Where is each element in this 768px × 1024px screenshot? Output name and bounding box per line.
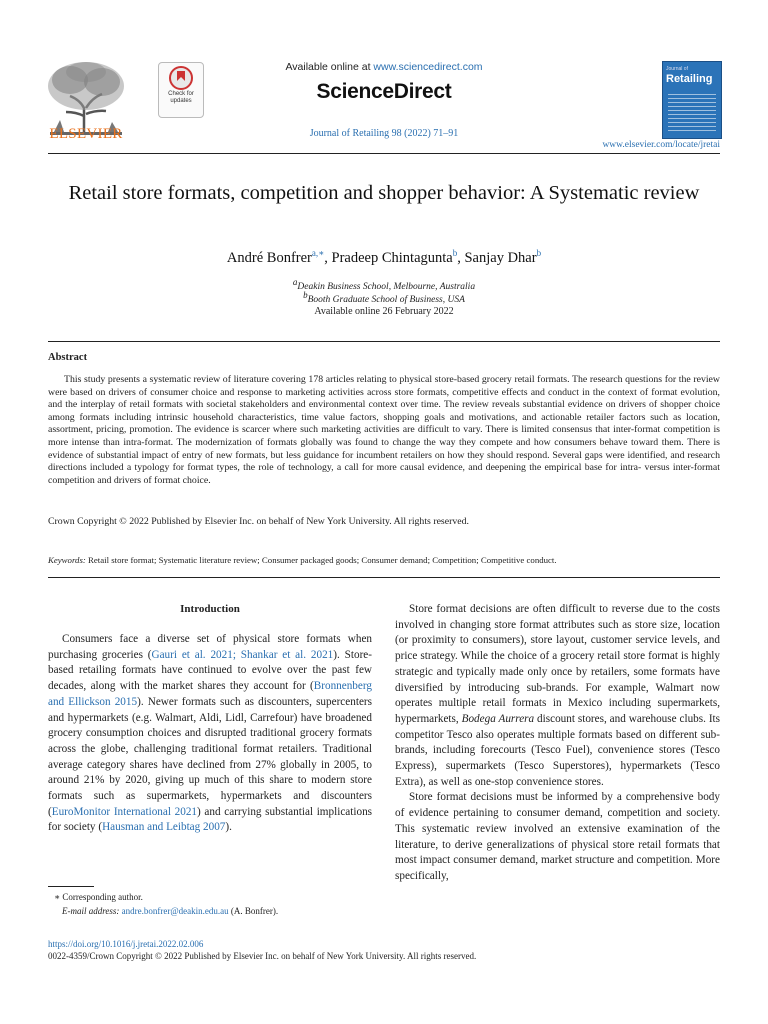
affiliation-text: Deakin Business School, Melbourne, Australia: [297, 282, 476, 293]
journal-homepage-link[interactable]: www.elsevier.com/locate/jretai: [602, 140, 720, 150]
footnote-divider: [48, 886, 94, 887]
intro-paragraph-3: Store format decisions must be informed by a comprehensive body of evidence pertaining to consumer demand, competition and society. This systematic review involved an extensive examination of the literature, to derive generalizations of physical store retail formats that most impact consumer demand, market structure and competition. More specifically,: [395, 791, 720, 882]
check-updates-icon: [159, 65, 203, 93]
keywords-label: Keywords:: [48, 555, 86, 565]
author-name: André Bonfrer: [226, 249, 312, 266]
abstract-body: This study presents a systematic review of literature covering 178 articles relating to physical store-based grocery retail formats. The research questions for the review were based on drivers of consumer choice and response to marketing activities across store formats, competitive effects and conduct in the context of format evolution, and the interplay of retail formats with societal stakeholders and environmental context over time. The review reveals substantial evidence on drivers of shopper choice among formats including intrinsic household characteristics, time value factors, shopping goals and motivations, and actionable retailer factors such as location, assortment, pricing, promotion. The evidence is scarcer where such marketing activities are difficult to vary. There is limited consensus that inter-format competition is more intense than intra-format. The modernization of formats globally was found to change the way they compete and how consumers behave toward them. There is evidence of substantial impact of entry of new formats, but less guidance for incumbent retailers on how they should respond. Several gaps were identified, and research directions included a typology for format types, the role of technology, a call for more causal evidence, and deepening the empirical base for intra- versus inter-format competition and drivers of format choice.: [48, 374, 720, 486]
paragraph-text: ). Newer formats such as discounters, supercenters and hypermarkets (e.g. Walmart, Aldi, Lidl, Carrefour) have broadened grocery consumption choices and disrupted traditional grocery formats across the globe, challenging traditional format retailers. Traditional average category shares have declined from 27% globally in 2005, to around 21% by 2020, giving up much of this share to modern store formats such as supermarkets, hypermarkets and discounters (: [48, 695, 372, 818]
citation-link[interactable]: Bronnenberg and Ellickson 2015: [48, 680, 372, 708]
author-separator: ,: [324, 249, 332, 266]
author-name: Pradeep Chintagunta: [331, 249, 453, 266]
author-affiliation-mark[interactable]: a,∗: [311, 248, 325, 258]
cover-journal-prefix: Journal of: [666, 66, 688, 72]
cover-journal-name: Retailing: [666, 73, 713, 85]
abstract-heading: Abstract: [48, 352, 88, 363]
abstract-top-divider: [48, 341, 720, 342]
paragraph-text: ). Store-based retailing formats have continued to evolve over the past few decades, along with the market shares they account for (: [48, 648, 372, 693]
email-suffix: (A. Bonfrer).: [228, 906, 279, 916]
available-online-line: [230, 61, 538, 73]
issn-copyright: 0022-4359/Crown Copyright © 2022 Published by Elsevier Inc. on behalf of New York University. All rights reserved.: [48, 951, 477, 961]
journal-citation[interactable]: Journal of Retailing 98 (2022) 71–91: [309, 128, 459, 139]
header-divider: [48, 153, 720, 154]
paragraph-text: ) and carrying substantial implications for society (: [48, 805, 373, 834]
intro-paragraph-1: [48, 632, 372, 836]
paragraph-text: Consumers face a diverse set of physical store formats when purchasing groceries (: [48, 633, 372, 661]
right-column: [395, 602, 720, 885]
corresponding-author-note: ∗ Corresponding author.: [54, 892, 143, 902]
paragraph-text: ).: [225, 821, 232, 834]
keywords-line: [48, 555, 720, 565]
author-name: Sanjay Dhar: [464, 249, 537, 266]
journal-cover-thumbnail[interactable]: [662, 61, 722, 139]
article-title: Retail store formats, competition and shopper behavior: A Systematic review: [68, 182, 700, 204]
keywords-text: Retail store format; Systematic literature review; Consumer packaged goods; Consumer demand; Competition; Competitive conduct.: [88, 555, 557, 565]
citation-link[interactable]: Hausman and Leibtag 2007: [102, 821, 226, 834]
author-affiliation-mark[interactable]: b: [536, 248, 542, 258]
check-updates-label: Check for updates: [168, 91, 194, 104]
intro-paragraph-2: [395, 602, 720, 790]
introduction-heading: Introduction: [180, 603, 240, 615]
author-affiliation-mark[interactable]: b: [452, 248, 458, 258]
citation-link[interactable]: EuroMonitor International 2021: [51, 805, 198, 818]
cover-text-lines: [668, 94, 716, 132]
author-list: [48, 248, 720, 267]
paragraph-text: discount stores, and warehouse clubs. Its competitor Tesco also operates multiple formats based on different sub-brands, including forecourts (Tesco Fuel), convenience stores (Tesco Express), supermarkets (Tesco Superstores), hypermarkets (Tesco Extra), as well as one-stop convenience stores.: [395, 712, 721, 788]
sciencedirect-title: ScienceDirect: [316, 80, 452, 103]
abstract-copyright: Crown Copyright © 2022 Published by Elsevier Inc. on behalf of New York University. All rights reserved.: [48, 516, 469, 527]
affiliation-label: b: [303, 290, 308, 300]
sciencedirect-link[interactable]: www.sciencedirect.com: [373, 61, 483, 73]
email-note: [62, 906, 278, 916]
affiliation-b: [48, 290, 720, 305]
left-column: [48, 632, 372, 836]
abstract-bottom-divider: [48, 577, 720, 578]
citation-link[interactable]: Gauri et al. 2021; Shankar et al. 2021: [151, 648, 334, 661]
email-label: E-mail address:: [62, 906, 120, 916]
paragraph-text: Store format decisions are often difficult to reverse due to the costs involved in changing store format attributes such as store size, location (or proximity to consumers), store layout, customer service levels, and price strategy. While the choice of a grocery retail store format is highly strategic and typically made only once by retailers, some formats have diversified by introducing sub-brands. For example, Walmart now operates multiple retail formats in Mexico including supermarkets, hypermarkets,: [395, 603, 720, 725]
italic-term: Bodega Aurrera: [461, 712, 535, 725]
author-email-link[interactable]: andre.bonfrer@deakin.edu.au: [121, 906, 229, 916]
available-online-prefix: Available online at: [285, 61, 371, 73]
author-separator: ,: [457, 249, 465, 266]
check-for-updates-badge[interactable]: [158, 62, 204, 118]
available-online-date: Available online 26 February 2022: [314, 306, 454, 317]
affiliation-text: Booth Graduate School of Business, USA: [307, 295, 465, 306]
affiliation-label: a: [292, 277, 298, 287]
doi-link[interactable]: https://doi.org/10.1016/j.jretai.2022.02.006: [48, 939, 204, 949]
elsevier-wordmark: ELSEVIER: [49, 126, 123, 142]
